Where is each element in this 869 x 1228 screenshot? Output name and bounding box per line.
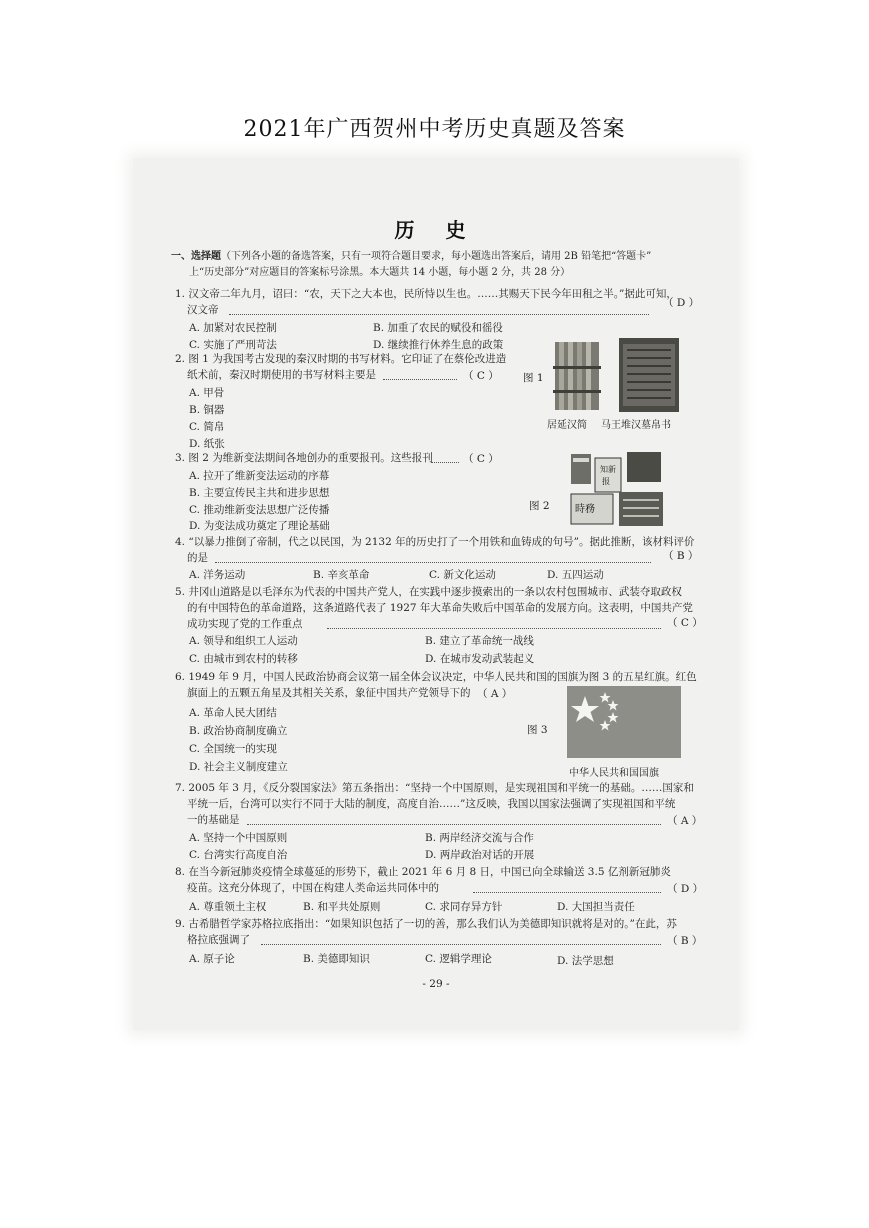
question-8-line1: 8. 在当今新冠肺炎疫情全球蔓延的形势下，截止 2021 年 6 月 8 日，中国已向全球输送 3.5 亿剂新冠肺炎 bbox=[175, 866, 671, 878]
q3-option-d: D. 为变法成功奠定了理论基础 bbox=[189, 520, 330, 532]
q4-option-d: D. 五四运动 bbox=[547, 569, 604, 581]
scanned-exam-page bbox=[133, 158, 739, 1030]
question-1-answer: （ D ） bbox=[663, 297, 700, 309]
leader-dots bbox=[383, 379, 457, 380]
question-7-line2: 平统一后，台湾可以实行不同于大陆的制度，高度自治……”这反映，我国以国家法强调了实现祖国和平统 bbox=[187, 798, 676, 810]
figure-1-image bbox=[553, 338, 683, 412]
question-4-answer: （ B ） bbox=[663, 550, 699, 562]
question-5-line1: 5. 井冈山道路是以毛泽东为代表的中国共产党人，在实践中逐步摸索出的一条以农村包围城市、武装夺取政权 bbox=[175, 586, 682, 598]
figure-3-image bbox=[567, 686, 681, 758]
question-9-answer: （ B ） bbox=[667, 935, 703, 947]
svg-text:知新: 知新 bbox=[600, 465, 616, 474]
q6-option-c: C. 全国统一的实现 bbox=[189, 743, 277, 755]
q4-option-a: A. 洋务运动 bbox=[189, 569, 246, 581]
question-7-answer: （ A ） bbox=[667, 815, 703, 827]
leader-dots bbox=[261, 944, 661, 945]
page-number: - 29 - bbox=[422, 978, 450, 990]
leader-dots bbox=[247, 824, 661, 825]
q5-option-a: A. 领导和组织工人运动 bbox=[189, 635, 298, 647]
q1-option-a: A. 加紧对农民控制 bbox=[189, 322, 277, 334]
section-heading: 一、选择题 bbox=[171, 251, 221, 262]
question-2-line2: 纸术前，秦汉时期使用的书写材料主要是 bbox=[187, 369, 376, 381]
silk-manuscript-image bbox=[619, 338, 679, 412]
q2-option-d: D. 纸张 bbox=[189, 438, 225, 450]
q7-option-a: A. 坚持一个中国原则 bbox=[189, 832, 288, 844]
newspaper-covers-image bbox=[571, 452, 663, 526]
question-8-line2: 疫苗。这充分体现了，中国在构建人类命运共同体中的 bbox=[187, 882, 439, 894]
figure-3-label: 图 3 bbox=[527, 724, 548, 736]
figure-1-caption-right: 马王堆汉墓帛书 bbox=[601, 420, 671, 431]
q4-option-b: B. 辛亥革命 bbox=[313, 569, 370, 581]
question-5-answer: （ C ） bbox=[667, 617, 703, 629]
q2-option-b: B. 铜器 bbox=[189, 404, 225, 416]
q2-option-a: A. 甲骨 bbox=[189, 387, 225, 399]
question-2-line1: 2. 图 1 为我国考古发现的秦汉时期的书写材料。它印证了在蔡伦改进造 bbox=[175, 353, 507, 365]
question-1-line2: 汉文帝 bbox=[187, 304, 219, 316]
q3-option-b: B. 主要宣传民主共和进步思想 bbox=[189, 487, 330, 499]
question-4-line2: 的是 bbox=[187, 552, 208, 564]
figure-2-image bbox=[569, 452, 665, 528]
q1-option-c: C. 实施了严刑苛法 bbox=[189, 339, 277, 351]
question-9-line1: 9. 古希腊哲学家苏格拉底指出：“如果知识包括了一切的善，那么我们认为美德即知识就将是对的。”在此，苏 bbox=[175, 918, 677, 930]
q9-option-d: D. 法学思想 bbox=[557, 955, 614, 967]
q1-option-d: D. 继续推行休养生息的政策 bbox=[373, 339, 504, 351]
question-7-line3: 一的基础是 bbox=[187, 814, 240, 826]
section-instructions-line2: 上“历史部分”对应题目的答案标号涂黑。本大题共 14 小题，每小题 2 分，共 28 分） bbox=[189, 267, 571, 278]
q6-option-d: D. 社会主义制度建立 bbox=[189, 761, 288, 773]
five-star-flag-image bbox=[567, 686, 681, 758]
leader-dots bbox=[215, 562, 651, 563]
leader-dots bbox=[327, 628, 661, 629]
q3-option-a: A. 拉开了维新变法运动的序幕 bbox=[189, 470, 330, 482]
leader-dots bbox=[229, 314, 649, 315]
q3-option-c: C. 推动维新变法思想广泛传播 bbox=[189, 504, 330, 516]
figure-2-label: 图 2 bbox=[529, 500, 550, 512]
svg-text:時務: 時務 bbox=[575, 504, 595, 515]
q8-option-a: A. 尊重领土主权 bbox=[189, 901, 267, 913]
section-instructions-text: （下列各小题的备选答案，只有一项符合题目要求，每小题选出答案后，请用 2B 铅笔把“答题卡” bbox=[221, 251, 652, 262]
section-instructions-line1 bbox=[171, 250, 651, 264]
question-3-line1: 3. 图 2 为维新变法期间各地创办的重要报刊。这些报刊 bbox=[175, 452, 433, 464]
svg-text:报: 报 bbox=[602, 477, 610, 486]
q8-option-c: C. 求同存异方针 bbox=[425, 901, 503, 913]
q6-option-b: B. 政治协商制度确立 bbox=[189, 725, 288, 737]
question-6-line1: 6. 1949 年 9 月，中国人民政治协商会议第一届全体会议决定，中华人民共和国的国旗为图 3 的五星红旗。红色 bbox=[175, 671, 697, 683]
figure-1-label: 图 1 bbox=[523, 372, 544, 384]
q4-option-c: C. 新文化运动 bbox=[429, 569, 496, 581]
figure-3-caption: 中华人民共和国国旗 bbox=[569, 768, 659, 779]
figure-1-caption-left: 居延汉简 bbox=[547, 420, 587, 431]
q5-option-b: B. 建立了革命统一战线 bbox=[425, 635, 534, 647]
question-8-answer: （ D ） bbox=[667, 883, 704, 895]
q9-option-c: C. 逻辑学理论 bbox=[425, 953, 492, 965]
question-4-line1: 4. “以暴力推倒了帝制，代之以民国，为 2132 年的历史打了一个用铁和血铸成的句号”。据此推断，该材料评价 bbox=[175, 536, 695, 548]
leader-dots bbox=[473, 892, 661, 893]
question-6-answer: （ A ） bbox=[477, 688, 513, 700]
q9-option-b: B. 美德即知识 bbox=[303, 953, 370, 965]
q7-option-b: B. 两岸经济交流与合作 bbox=[425, 832, 534, 844]
question-5-line3: 成功实现了党的工作重点 bbox=[187, 618, 303, 630]
q5-option-d: D. 在城市发动武装起义 bbox=[425, 653, 535, 665]
subject-heading: 历 史 bbox=[394, 218, 478, 242]
q8-option-d: D. 大国担当责任 bbox=[557, 901, 635, 913]
q5-option-c: C. 由城市到农村的转移 bbox=[189, 653, 298, 665]
q6-option-a: A. 革命人民大团结 bbox=[189, 707, 277, 719]
leader-dots bbox=[431, 462, 459, 463]
question-2-answer: （ C ） bbox=[463, 370, 499, 382]
question-9-line2: 格拉底强调了 bbox=[187, 934, 250, 946]
question-3-answer: （ C ） bbox=[463, 453, 499, 465]
question-1-line1: 1. 汉文帝二年九月，诏曰：“农，天下之大本也，民所恃以生也。……其赐天下民今年田租之半。”据此可知， bbox=[175, 288, 677, 300]
q7-option-d: D. 两岸政治对话的开展 bbox=[425, 849, 535, 861]
question-7-line1: 7. 2005 年 3 月，《反分裂国家法》第五条指出：“坚持一个中国原则，是实现祖国和平统一的基础。……国家和 bbox=[175, 782, 694, 794]
document-title: 2021年广西贺州中考历史真题及答案 bbox=[243, 117, 626, 142]
bamboo-slips-image bbox=[553, 342, 601, 410]
q9-option-a: A. 原子论 bbox=[189, 953, 235, 965]
question-5-line2: 的有中国特色的革命道路，这条道路代表了 1927 年大革命失败后中国革命的发展方向。这表明，中国共产党 bbox=[187, 602, 693, 614]
question-6-line2: 旗面上的五颗五角星及其相关关系，象征中国共产党领导下的 bbox=[187, 687, 471, 699]
q2-option-c: C. 简帛 bbox=[189, 421, 225, 433]
q7-option-c: C. 台湾实行高度自治 bbox=[189, 849, 288, 861]
q1-option-b: B. 加重了农民的赋役和徭役 bbox=[373, 322, 503, 334]
q8-option-b: B. 和平共处原则 bbox=[303, 901, 381, 913]
